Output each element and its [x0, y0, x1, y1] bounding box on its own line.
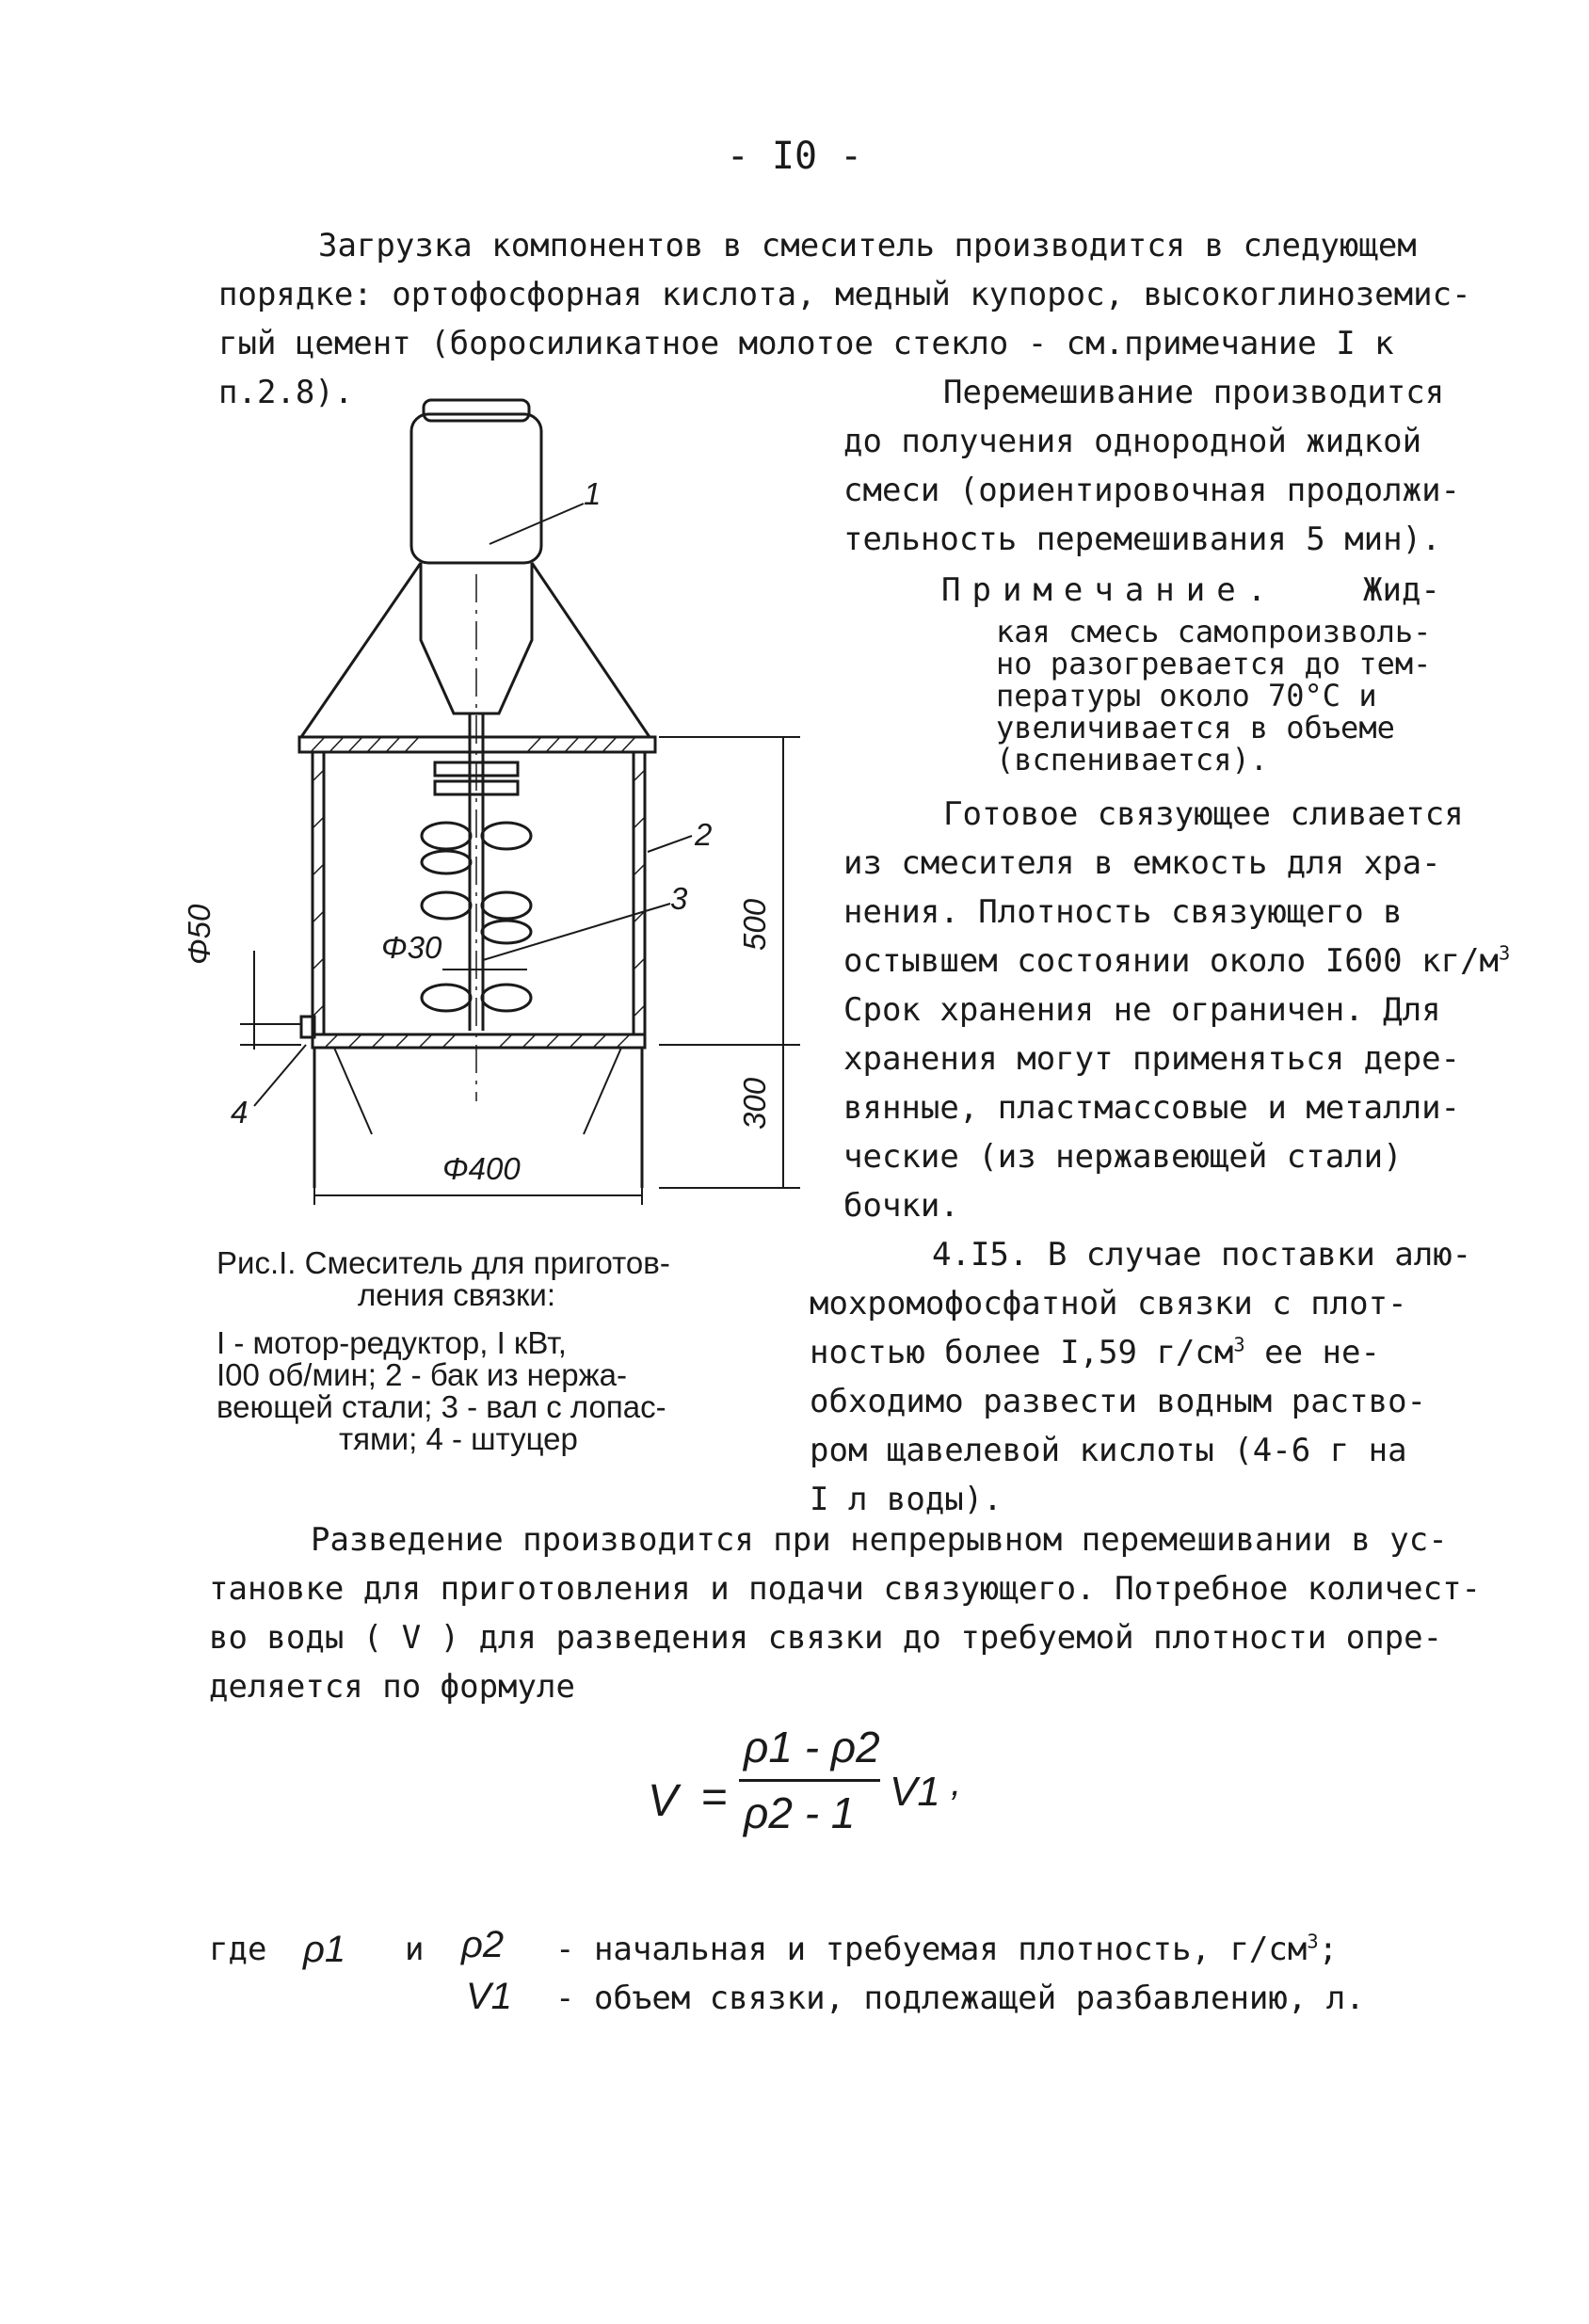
fig-label-3: 3 — [670, 881, 688, 916]
note-line-1: кая смесь самопроизволь- — [996, 614, 1432, 649]
frame-strut-right — [532, 563, 650, 737]
formula-comma: , — [951, 1762, 962, 1803]
figure-legend-2: I00 об/мин; 2 - бак из нержа- — [217, 1357, 628, 1392]
tank-wall-left — [313, 752, 324, 1034]
right-col-line-1: Перемешивание производится — [943, 374, 1445, 411]
note-first-word: Жид- — [1363, 571, 1440, 609]
leader-1 — [490, 504, 584, 544]
right-col2-line-8: ческие (из нержавеющей стали) — [843, 1138, 1403, 1176]
intro-line-1: Загрузка компонентов в смеситель производится в следующем — [318, 227, 1417, 264]
motor-reducer-body — [411, 414, 541, 563]
intro-line-4: п.2.8). — [218, 374, 354, 411]
top-plate-hatch — [311, 737, 635, 752]
tank-bottom-hatch — [325, 1034, 630, 1048]
para2-line-2: тановке для приготовления и подачи связующего. Потребное количест- — [209, 1570, 1482, 1608]
fig-label-2: 2 — [695, 817, 713, 852]
where-word: где — [209, 1931, 267, 1968]
formula-equals: = — [701, 1772, 729, 1822]
formula-v1: V1 — [890, 1769, 940, 1815]
para2-line-3: во воды ( V ) для разведения связки до требуемой плотности опре- — [209, 1619, 1443, 1657]
where-rho1: ρ1 — [303, 1929, 346, 1970]
right-col2-line-1: Готовое связующее сливается — [943, 795, 1464, 833]
where-rho2: ρ2 — [461, 1924, 505, 1965]
right-col3-line-2: мохромофосфатной связки с плот- — [810, 1285, 1407, 1322]
right-col3-line-3: ностью более I,59 $г/см^3$ ее не- — [810, 1333, 1380, 1371]
leader-2 — [648, 836, 692, 852]
note-title: Примечание. — [941, 571, 1278, 609]
intro-line-3: гый цемент (боросиликатное молотое стекло - см.примечание I к — [218, 325, 1394, 362]
top-plate — [299, 737, 655, 752]
right-col3-line-4: обходимо развести водным раство- — [810, 1383, 1427, 1420]
note-line-5: (вспенивается). — [996, 742, 1268, 777]
right-col2-line-2: из смесителя в емкость для хра- — [843, 844, 1441, 882]
width-dimension-line — [314, 1188, 642, 1205]
fig-label-height300: 300 — [737, 1077, 772, 1130]
right-col-line-2: до получения однородной жидкой — [843, 423, 1422, 460]
right-col3-line-5: ром щавелевой кислоты (4-6 г на — [810, 1432, 1407, 1469]
leader-4 — [254, 1045, 306, 1106]
figure-caption-1: Рис.I. Смеситель для приготов- — [217, 1245, 670, 1280]
fraction-bar — [739, 1779, 880, 1782]
nozzle-dimension — [240, 1015, 301, 1050]
mixer-drawing — [0, 0, 847, 1224]
formula-lhs: V — [648, 1776, 679, 1826]
intro-line-2: порядке: ортофосфорная кислота, медный купорос, высокоглиноземис- — [218, 276, 1471, 313]
right-col-line-3: смеси (ориентировочная продолжи- — [843, 472, 1461, 509]
para2-line-4: деляется по формуле — [209, 1668, 575, 1706]
figure-caption-2: ления связки: — [358, 1277, 556, 1312]
right-col2-line-9: бочки. — [843, 1187, 959, 1225]
formula-numerator: ρ1 - ρ2 — [744, 1723, 880, 1771]
right-col2-line-3: нения. Плотность связующего в — [843, 893, 1403, 931]
right-col2-line-7: вянные, пластмассовые и металли- — [843, 1089, 1461, 1127]
leader-3 — [483, 904, 670, 960]
right-col3-line-6: I л воды). — [810, 1481, 1003, 1518]
where-def-1: - начальная и требуемая плотность, $г/см^3$; — [555, 1930, 1339, 1968]
tank-wall-hatch — [313, 770, 645, 1017]
support-braces — [334, 1048, 621, 1134]
fig-label-dia400: Φ400 — [442, 1151, 521, 1186]
fig-label-1: 1 — [584, 476, 602, 511]
fig-label-4: 4 — [231, 1095, 249, 1130]
right-col3-line-1: 4.I5. В случае поставки алю- — [932, 1236, 1472, 1274]
figure-legend-4: тями; 4 - штуцер — [339, 1421, 578, 1456]
right-col2-line-5: Срок хранения не ограничен. Для — [843, 991, 1441, 1029]
formula-denominator: ρ2 - 1 — [744, 1788, 856, 1837]
height-extension-lines — [659, 737, 800, 1188]
right-col2-line-4: остывшем состоянии около I600 $кг/м^3$ — [843, 941, 1511, 980]
where-def-2: - объем связки, подлежащей разбавлению, л. — [555, 1979, 1365, 2017]
tank-wall-right — [634, 752, 645, 1034]
para2-line-1: Разведение производится при непрерывном перемешивании в ус- — [311, 1521, 1448, 1559]
where-and: и — [405, 1931, 425, 1968]
note-line-3: пературы около 70°С и — [996, 678, 1377, 713]
frame-strut-left — [301, 563, 421, 737]
fig-label-dia50: Φ50 — [182, 904, 217, 965]
fig-label-height500: 500 — [737, 898, 772, 951]
note-line-2: но разогревается до тем- — [996, 646, 1432, 681]
motor-top-cap — [424, 400, 529, 421]
figure-legend-1: I - мотор-редуктор, I кВт, — [217, 1325, 567, 1360]
right-col2-line-6: хранения могут применяться дере- — [843, 1040, 1461, 1078]
fig-label-dia30: Φ30 — [381, 930, 442, 965]
figure-legend-3: веющей стали; 3 - вал с лопас- — [217, 1389, 666, 1424]
note-line-4: увеличивается в объеме — [996, 710, 1395, 745]
where-v1: V1 — [466, 1976, 512, 2017]
right-col-line-4: тельность перемешивания 5 мин). — [843, 521, 1441, 558]
page-number: - I0 - — [726, 135, 863, 178]
